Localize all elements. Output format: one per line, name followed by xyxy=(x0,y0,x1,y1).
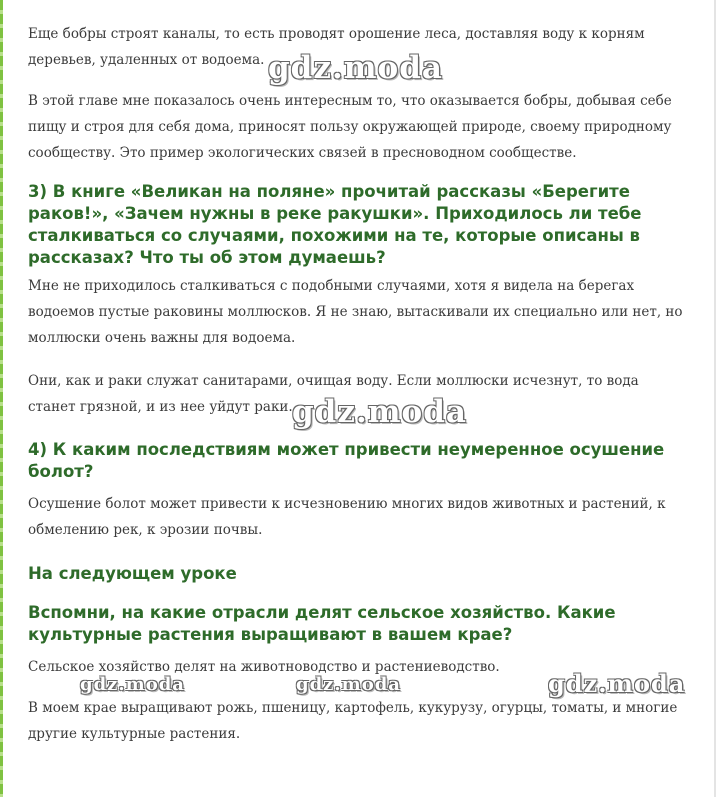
paragraph-chapter-interest: В этой главе мне показалось очень интересным то, что оказывается бобры, добывая себе пищу и строя для себя дома, приносят пользу окружающей природе, своему природному сообществу. Это пример экологических связей в пресноводном сообществе. xyxy=(28,93,672,161)
answer-3-paragraph-1: Мне не приходилось сталкиваться с подобными случаями, хотя я видела на берегах водоемов пустые раковины моллюсков. Я не знаю, вытаскивали их специально или нет, но моллюски очень важны для водоема. xyxy=(28,278,683,346)
answer-4-paragraph: Осушение болот может привести к исчезновению многих видов животных и растений, к обмелению рек, к эрозии почвы. xyxy=(28,496,666,538)
watermark: gdz.moda xyxy=(268,50,443,86)
watermark: gdz.moda xyxy=(292,394,467,430)
next-lesson-heading: На следующем уроке xyxy=(28,564,237,583)
next-lesson-answer-2: В моем крае выращивают рожь, пшеницу, картофель, кукурузу, огурцы, томаты, и многие другие культурные растения. xyxy=(28,700,678,742)
question-4-heading: 4) К каким последствиям может привести неумеренное осушение болот? xyxy=(28,440,665,481)
watermark: gdz.moda xyxy=(548,669,686,698)
paragraph-beaver-canals: Еще бобры строят каналы, то есть проводят орошение леса, доставляя воду к корням деревьев, удаленных от водоема. xyxy=(28,26,645,68)
next-lesson-question: Вспомни, на какие отрасли делят сельское хозяйство. Какие культурные растения выращивают в вашем крае? xyxy=(28,603,616,644)
answer-3-paragraph-2: Они, как и раки служат санитарами, очищая воду. Если моллюски исчезнут, то вода станет грязной, и из нее уйдут раки. xyxy=(28,373,639,415)
right-border xyxy=(714,0,716,797)
left-accent-border xyxy=(0,0,3,797)
watermark: gdz.moda xyxy=(296,674,401,695)
watermark: gdz.moda xyxy=(80,674,185,695)
question-3-heading: 3) В книге «Великан на поляне» прочитай рассказы «Берегите раков!», «Зачем нужны в реке ракушки». Приходилось ли тебе сталкиваться со случаями, похожими на те, которые описаны в рассказах? Что ты об этом думаешь? xyxy=(28,182,642,267)
next-lesson-answer-1: Сельское хозяйство делят на животноводство и растениеводство. xyxy=(28,659,500,675)
